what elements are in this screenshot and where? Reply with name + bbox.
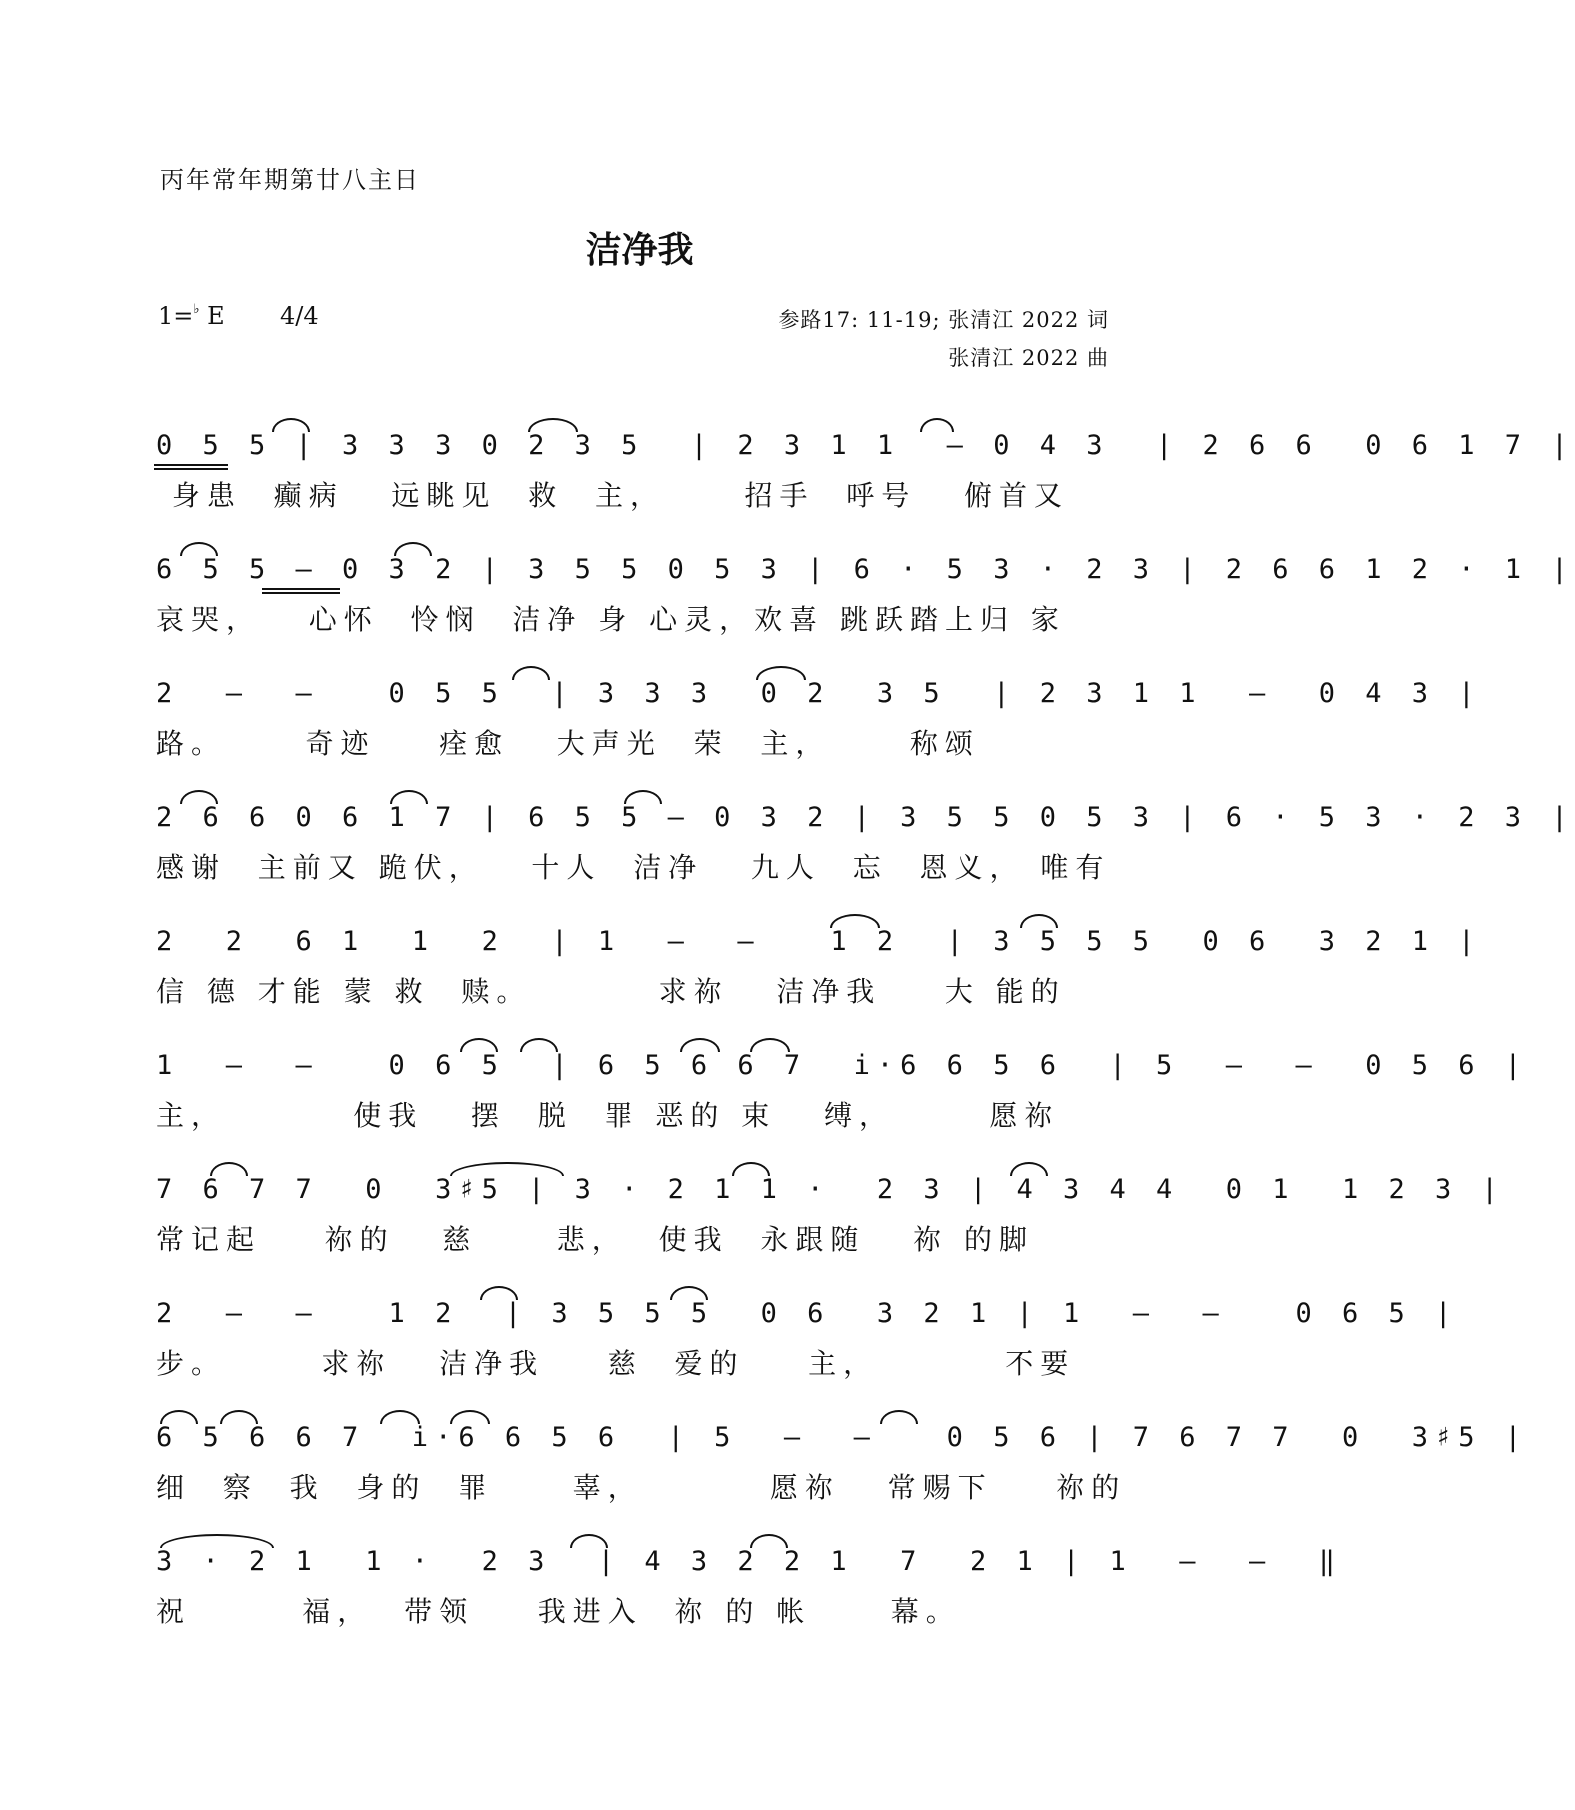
lyrics-line: 路。 奇迹 痊愈 大声光 荣 主， 称颂: [156, 727, 980, 760]
slur-mark: [1010, 1162, 1048, 1176]
score-system-10: [150, 1528, 1343, 1628]
key-note: E: [207, 302, 225, 330]
slur-mark: [160, 1410, 198, 1424]
notation-line: 0 5 5 | 3 3 3 0 2 3 5 | 2 3 1 1 – 0 4 3 | 2 6 6 0 6 1 7 |: [156, 430, 1575, 461]
score-system-4: [150, 784, 1575, 884]
notation-line: 2 6 6 0 6 1 7 | 6 5 5 – 0 3 2 | 3 5 5 0 5 3 | 6 · 5 3 · 2 3 |: [156, 802, 1575, 833]
slur-mark: [750, 1038, 790, 1052]
beam-underline: [154, 464, 228, 466]
slur-mark: [180, 542, 218, 556]
notation-line: 2 2 6 1 1 2 | 1 – – 1 2 | 3 5 5 5 0 6 3 2 1 |: [156, 926, 1482, 957]
lyrics-credit: 参路17: 11-19; 张清江 2022 词: [778, 308, 1109, 332]
slur-mark: [624, 790, 662, 804]
score-system-9: [150, 1404, 1529, 1504]
slur-mark: [880, 1410, 918, 1424]
score-system-2: [150, 536, 1575, 636]
lyrics-line: 步。 求祢 洁净我 慈 爱的 主， 不要: [156, 1347, 1076, 1380]
lyrics-line: 常记起 祢的 慈 悲， 使我 永跟随 祢 的脚: [156, 1223, 1035, 1256]
slur-mark: [570, 1534, 608, 1548]
score-system-7: [150, 1156, 1505, 1256]
notation-line: 6 5 5 – 0 3 2 | 3 5 5 0 5 3 | 6 · 5 3 · 2 3 | 2 6 6 1 2 · 1 |: [156, 554, 1575, 585]
lyrics-line: 主， 使我 摆 脱 罪 恶的 束 缚， 愿祢: [156, 1099, 1060, 1132]
lyrics-line: 感谢 主前又 跪伏， 十人 洁净 九人 忘 恩义， 唯有: [156, 851, 1111, 884]
slur-mark: [450, 1410, 490, 1424]
beam-underline: [154, 468, 228, 470]
slur-mark: [830, 914, 880, 928]
flat-sign: ♭: [193, 302, 200, 317]
slur-mark: [732, 1162, 770, 1176]
slur-mark: [180, 790, 218, 804]
notation-line: 3 · 2 1 1 · 2 3 | 4 3 2 2 1 7 2 1 | 1 – – ‖: [156, 1546, 1343, 1577]
slur-mark: [394, 542, 432, 556]
beam-underline: [262, 588, 340, 590]
lyrics-line: 哀哭， 心怀 怜悯 洁净 身 心灵，欢喜 跳跃踏上归 家: [156, 603, 1066, 636]
slur-mark: [750, 1534, 788, 1548]
slur-mark: [520, 1038, 558, 1052]
slur-mark: [756, 666, 806, 680]
lyrics-line: 信 德 才能 蒙 救 赎。 求祢 洁净我 大 能的: [156, 975, 1066, 1008]
slur-mark: [920, 418, 954, 432]
slur-mark: [528, 418, 578, 432]
score-system-6: [150, 1032, 1529, 1132]
slur-mark: [1020, 914, 1058, 928]
slur-mark: [512, 666, 550, 680]
slur-mark: [272, 418, 310, 432]
notation-line: 7 6 7 7 0 3♯5 | 3 · 2 1 1 · 2 3 | 4 3 4 4 0 1 1 2 3 |: [156, 1174, 1505, 1205]
key-signature: [158, 302, 225, 330]
slur-mark: [450, 1162, 564, 1176]
notation-line: 1 – – 0 6 5 | 6 5 6 6 7 i·6 6 5 6 | 5 – – 0 5 6 |: [156, 1050, 1529, 1081]
key-prefix: 1=: [158, 302, 194, 330]
score-system-3: [150, 660, 1482, 760]
slur-mark: [210, 1162, 248, 1176]
lyrics-line: 祝 福， 带领 我进入 祢 的 帐 幕。: [156, 1595, 961, 1628]
music-credit: 张清江 2022 曲: [948, 346, 1109, 370]
time-signature: 4/4: [280, 302, 319, 330]
lyrics-line: 身患 癫病 远眺见 救 主， 招手 呼号 俯首又: [156, 479, 1070, 512]
score-system-8: [150, 1280, 1459, 1380]
slur-mark: [480, 1286, 518, 1300]
slur-mark: [460, 1038, 498, 1052]
lyrics-line: 细 察 我 身的 罪 辜， 愿祢 常赐下 祢的: [156, 1471, 1127, 1504]
slur-mark: [380, 1410, 420, 1424]
notation-line: 6 5 6 6 7 i·6 6 5 6 | 5 – – 0 5 6 | 7 6 7 7 0 3♯5 |: [156, 1422, 1529, 1453]
song-title: 洁净我: [585, 230, 694, 271]
score-system-1: [150, 412, 1575, 512]
slur-mark: [390, 790, 428, 804]
score-system-5: [150, 908, 1482, 1008]
slur-mark: [670, 1286, 708, 1300]
slur-mark: [220, 1410, 258, 1424]
notation-line: 2 – – 0 5 5 | 3 3 3 0 2 3 5 | 2 3 1 1 – 0 4 3 |: [156, 678, 1482, 709]
slur-mark: [160, 1534, 274, 1548]
occasion-heading: 丙年常年期第廿八主日: [160, 166, 420, 194]
beam-underline: [262, 592, 340, 594]
notation-line: 2 – – 1 2 | 3 5 5 5 0 6 3 2 1 | 1 – – 0 6 5 |: [156, 1298, 1459, 1329]
slur-mark: [680, 1038, 720, 1052]
